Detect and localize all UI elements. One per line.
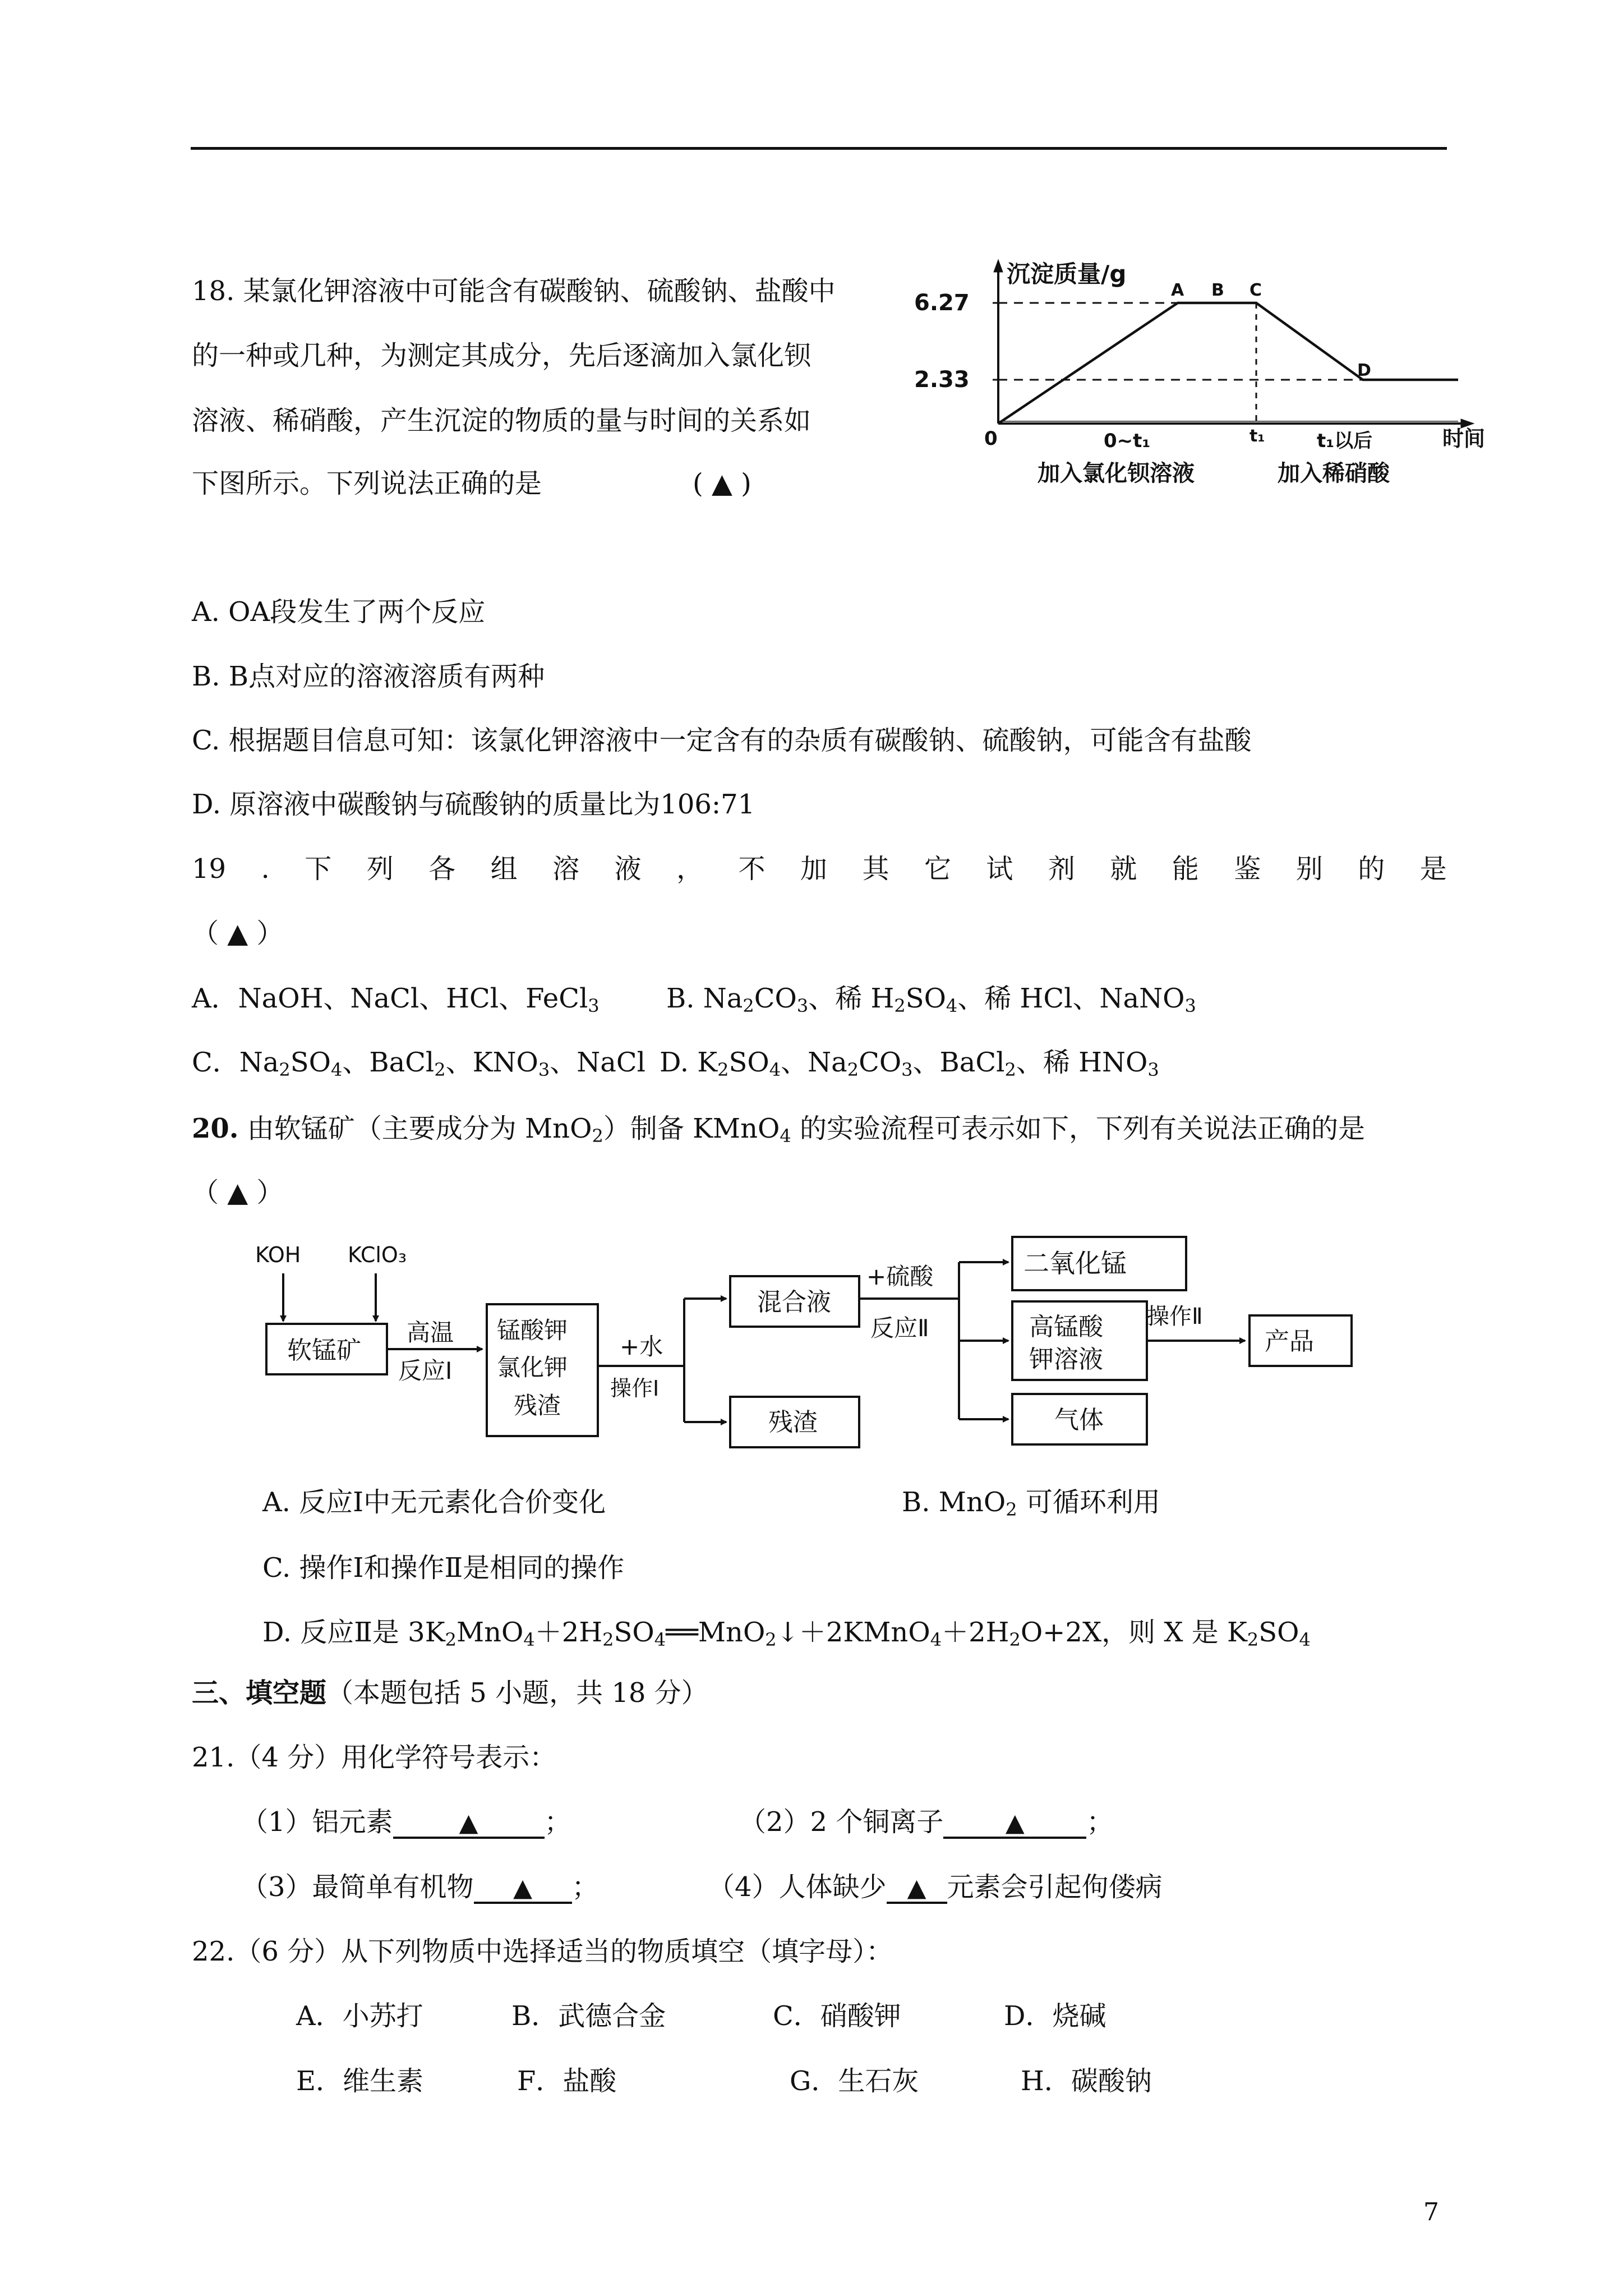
q20-option-d: D. 反应Ⅱ是 $3K_2MnO_4+2H_2SO_4══MnO_2↓+2KMnO_4+2H_2O+2X$，则 X 是 $K_2SO_4$ (262, 1617, 1311, 1650)
q19-char: 剂 (1048, 853, 1075, 885)
q20-flow-diagram (247, 1228, 1363, 1481)
label-ore: 软锰矿 (287, 1336, 361, 1365)
q21-item-2: （2）2 个铜离子 ▲ ； (739, 1806, 1114, 1838)
header-rule (191, 147, 1447, 150)
q22-choice-g: G．生石灰 (790, 2065, 919, 2097)
label-kclo3: KClO₃ (348, 1243, 407, 1267)
arrow2-top: +水 (620, 1333, 663, 1360)
point-A: A (1171, 280, 1184, 300)
q19-option-b: B. $Na_2CO_3$、稀 $H_2SO_4$、稀 HCl、NaNO$_3$ (666, 983, 1196, 1016)
q19-char: 列 (366, 853, 394, 885)
q18-option-a: A. OA段发生了两个反应 (192, 596, 486, 628)
label-gas: 气体 (1054, 1406, 1104, 1434)
label-residue: 残渣 (768, 1408, 818, 1437)
chart-xtick-0-t1: 0~t₁ (1104, 430, 1151, 452)
q18-line-2: 的一种或几种，为测定其成分，先后逐滴加入氯化钡 (192, 340, 811, 371)
answer-blank[interactable]: ▲ (943, 1811, 1086, 1839)
q19-char: 是 (1419, 853, 1447, 885)
q22-stem: 22.（6 分）从下列物质中选择适当的物质填空（填字母）： (192, 1936, 893, 1967)
q20-option-c: C. 操作Ⅰ和操作Ⅱ是相同的操作 (262, 1552, 625, 1584)
arrow1-bottom: 反应Ⅰ (398, 1357, 453, 1384)
q19-stem (192, 853, 1447, 886)
q19-char: . (261, 853, 270, 885)
label-kmno4-2: 钾溶液 (1029, 1345, 1103, 1374)
arrow4-top: 操作Ⅱ (1147, 1304, 1203, 1329)
point-B: B (1211, 280, 1224, 300)
mix1-line2: 氯化钾 (497, 1354, 568, 1381)
q19-char: 能 (1172, 853, 1199, 885)
chart-caption-hno3: 加入稀硝酸 (1278, 461, 1390, 486)
page-number: 7 (1423, 2198, 1439, 2226)
q18-option-b: B. B点对应的溶液溶质有两种 (192, 661, 545, 692)
q19-char: 加 (800, 853, 828, 885)
q22-choice-c: C．硝酸钾 (773, 2000, 901, 2032)
q19-option-d: D. $K_2SO_4$、$Na_2CO_3$、BaCl$_2$、稀 $HNO_3$ (660, 1047, 1159, 1080)
q18-line-3: 溶液、稀硝酸，产生沉淀的物质的量与时间的关系如 (192, 405, 811, 436)
q20-option-b: B. MnO$_2$ 可循环利用 (902, 1487, 1160, 1520)
label-koh: KOH (255, 1243, 301, 1267)
q19-char: 鉴 (1234, 853, 1261, 885)
q19-char: 组 (490, 853, 518, 885)
answer-blank[interactable]: ▲ (393, 1811, 545, 1839)
q19-char: 试 (986, 853, 1013, 885)
label-kmno4-1: 高锰酸 (1029, 1313, 1103, 1341)
q18-line-1: 18. 某氯化钾溶液中可能含有碳酸钠、硫酸钠、盐酸中 (192, 275, 836, 307)
chart-ytick-2-33: 2.33 (914, 367, 970, 393)
q20-option-a: A. 反应Ⅰ中无元素化合价变化 (262, 1487, 606, 1518)
q19-char: 别 (1295, 853, 1323, 885)
chart-y-arrow (994, 260, 1003, 272)
label-mixed: 混合液 (757, 1288, 831, 1317)
arrow3-top: +硫酸 (866, 1263, 934, 1290)
q19-char: 不 (738, 853, 766, 885)
chart-caption-bacl2: 加入氯化钡溶液 (1038, 461, 1195, 486)
q22-choice-a: A．小苏打 (296, 2000, 423, 2032)
q19-char: ， (676, 853, 704, 885)
answer-blank[interactable]: ▲ (887, 1876, 947, 1904)
q21-item-3: （3）最简单有机物 ▲ ； (241, 1871, 599, 1903)
chart-xtick-t1: t₁ (1249, 426, 1265, 446)
q19-option-c: C．$Na_2SO_4$、BaCl$_2$、$KNO_3$、NaCl (192, 1047, 645, 1080)
q19-char: 液 (614, 853, 642, 885)
q18-line-4: 下图所示。下列说法正确的是 (192, 468, 542, 499)
q19-char: 下 (305, 853, 332, 885)
q22-choice-d: D．烧碱 (1004, 2000, 1106, 2032)
q19-char: 的 (1358, 853, 1385, 885)
arrow1-top: 高温 (407, 1319, 454, 1346)
q19-char: 各 (428, 853, 456, 885)
q19-char: 就 (1110, 853, 1137, 885)
label-mno2: 二氧化锰 (1023, 1248, 1127, 1278)
q22-choice-e: E．维生素 (296, 2065, 424, 2097)
chart-ytick-6-27: 6.27 (914, 290, 970, 316)
mix1-line3: 残渣 (514, 1392, 561, 1419)
arrow2-bottom: 操作Ⅰ (610, 1376, 660, 1401)
q19-char: 19 (192, 853, 227, 885)
q21-item-1: （1）铝元素 ▲ ； (241, 1806, 571, 1838)
q19-answer-mark: （ ▲ ） (192, 918, 284, 949)
q19-char: 其 (862, 853, 889, 885)
label-product: 产品 (1265, 1327, 1314, 1356)
point-D: D (1357, 361, 1371, 380)
chart-origin: 0 (984, 427, 998, 450)
section3-heading: 三、填空题（本题包括 5 小题，共 18 分） (192, 1677, 708, 1709)
q22-choice-h: H．碳酸钠 (1021, 2065, 1152, 2097)
q18-precipitate-chart (897, 255, 1520, 502)
q21-stem: 21.（4 分）用化学符号表示： (192, 1742, 557, 1773)
q19-char: 溶 (552, 853, 580, 885)
q20-answer-mark: （ ▲ ） (192, 1177, 284, 1208)
q19-char: 它 (924, 853, 951, 885)
q22-choice-b: B．武德合金 (511, 2000, 666, 2032)
q21-item-4: （4）人体缺少 ▲ 元素会引起佝偻病 (708, 1871, 1163, 1903)
q20-stem: 20. 由软锰矿（主要成分为 MnO$_2$）制备 KMnO$_4$ 的实验流程可表示如下，下列有关说法正确的是 (192, 1113, 1365, 1147)
q18-answer-mark: ( ▲ ) (693, 468, 751, 499)
arrow3-bottom: 反应Ⅱ (870, 1314, 929, 1342)
mix1-line1: 锰酸钾 (497, 1317, 568, 1344)
q18-option-c: C. 根据题目信息可知：该氯化钾溶液中一定含有的杂质有碳酸钠、硫酸钠，可能含有盐酸 (192, 725, 1252, 756)
precipitate-curve (998, 303, 1458, 424)
chart-xtick-after-t1: t₁以后 (1317, 430, 1373, 452)
chart-xlabel: 时间 (1442, 426, 1486, 451)
q18-option-d: D. 原溶液中碳酸钠与硫酸钠的质量比为106:71 (192, 789, 755, 820)
q19-option-a: A．NaOH、NaCl、HCl、FeCl$_3$ (192, 983, 600, 1016)
answer-blank[interactable]: ▲ (474, 1876, 572, 1904)
q22-choice-f: F．盐酸 (517, 2065, 617, 2097)
chart-ylabel: 沉淀质量/g (1007, 260, 1127, 288)
point-C: C (1249, 280, 1262, 300)
